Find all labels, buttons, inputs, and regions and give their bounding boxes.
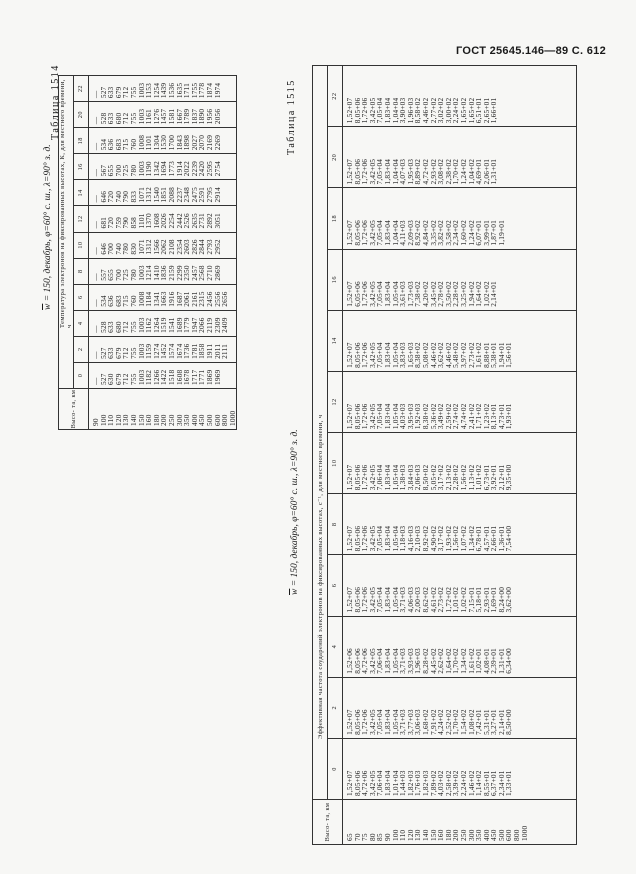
table-1514-data-column: — 534 636 683 715 760 1008 1184 1341 1663 1916 1687 2061 2161 2315 2456 2556 2656 [89,284,237,310]
table-1515-data-column: 1,52+06 8,05+06 4,72+06 3,42+05 7,06+04 1,83+04 1,05+04 3,71+03 3,93+03 1,96+03 8,28+02 4,45+02 2,62+02 1,64+02 1,70+02 1,34+02 1,61+02 1,02+01 4,08+01 2,39+01 1,31+01 6,34+00 [343,616,577,677]
table-1515-data-column: 1,52+07 8,05+06 1,72+06 3,42+05 7,05+04 1,83+04 1,05+04 4,03+03 3,95+03 1,92+03 8,38+02 5,36+02 3,49+02 2,59+02 2,74+02 4,74+02 2,41+02 1,71+02 1,23+02 8,13+01 4,73+01 1,93+01 [343,371,577,432]
table-1515-hour-header: 4 [328,616,343,677]
table-1514-hour-header: 14 [74,180,89,206]
table-1515-hour-header: 0 [328,738,343,799]
table-1514-label: Таблица 1514 [50,64,61,140]
table-1514-height-header: Высо- та, км [59,389,89,430]
table-1515-hour-header: 22 [328,66,343,127]
table-1514-hour-header: 20 [74,102,89,128]
table-1515-data-column: 1,52+07 8,05+06 1,72+06 3,42+05 7,05+04 1,83+04 1,05+04 3,83+03 1,65+03 8,38+02 5,08+02 4,46+02 3,62+02 4,46+02 5,48+02 3,97+02 2,73+02 1,61+02 8,88+01 5,38+01 1,94+01 1,56+01 [343,310,577,371]
table-1514-data-column: — 646 720 740 790 833 1071 1312 1540 1851 2088 2237 2348 2475 2591 2795 2914 [89,180,237,206]
table-1514-data-column: — 681 720 759 790 858 1101 1370 1608 2026 2254 2442 2526 2635 2731 2892 3051 [89,206,237,232]
table-1514-hour-header: 18 [74,128,89,154]
table-1514-subtitle: $\overline{w} = 150$, декабрь, φ=60° с. ш., λ=90° з. д. [43,144,53,310]
table-1515-hour-header: 10 [328,433,343,494]
table-1515-hour-header: 16 [328,249,343,310]
table-1514-data-column: — 527 633 679 712 755 1003 1159 1274 1452 1574 1674 1736 1781 1858 1911 2011 2111 [89,336,237,362]
table-1515-data-column: 1,52+07 8,05+06 1,72+06 3,42+05 7,05+04 1,83+04 1,05+04 1,18+03 4,16+03 2,10+03 8,92+02 4,90+02 3,17+02 1,93+02 1,56+02 1,07+02 1,34+02 6,78+01 4,57+01 2,66+01 1,36+01 7,54+00 [343,494,577,555]
table-1514-data-column: — 527 633 679 712 755 1003 1153 1254 1439 1536 1635 1711 1755 1778 1874 1974 [89,76,237,102]
table-1514-group-header: Температура электронов на фиксированных высотах, К, для местного времени, ч [59,76,74,389]
table-1514-hour-header: 16 [74,154,89,180]
table-1514-hour-header: 22 [74,76,89,102]
table-1515-data-column: 1,52+07 6,05+06 1,72+06 3,42+05 7,05+04 1,83+04 1,05+04 3,61+03 1,73+03 7,38+02 4,20+02 3,45+02 2,78+02 3,50+02 2,28+02 3,25+02 1,94+02 1,64+02 1,02+02 2,14+01 [343,249,577,310]
table-1515-data-column: 1,52+07 8,05+06 4,72+06 3,42+05 7,06+04 1,83+04 1,01+04 1,44+03 1,82+03 1,76+03 1,82+03 7,89+02 4,03+02 2,58+02 3,39+02 2,24+02 1,46+02 1,14+02 8,55+01 6,37+01 2,34+01 1,33+01 [343,738,577,799]
table-1514-data-column: — 528 633 680 712 755 1003 1161 1276 1457 1581 1667 1789 1837 1890 1956 2056 [89,102,237,128]
table-1515-hour-header: 20 [328,127,343,188]
table-1515-data-column: 1,52+07 8,05+06 1,72+06 3,42+05 7,05+04 1,83+04 1,05+04 3,71+03 4,06+03 2,00+03 8,62+02 4,61+02 2,73+02 1,72+02 1,01+02 1,02+02 7,15+01 5,18+01 2,93+01 1,69+01 8,24+00 3,62+00 [343,555,577,616]
table-1514-hour-header: 6 [74,284,89,310]
table-1515-data-column: 1,52+07 8,05+06 1,72+06 3,42+05 7,05+04 1,83+04 1,05+04 3,71+03 3,77+03 3,06+03 1,68+02 7,91+02 4,24+02 2,52+02 1,70+02 1,54+02 1,08+02 7,42+01 5,31+01 3,27+01 2,14+01 8,50+00 [343,677,577,738]
table-1514-hour-header: 12 [74,206,89,232]
table-1515-label: Таблица 1515 [286,79,297,155]
table-1515-hour-header: 8 [328,494,343,555]
table-1514-hour-header: 0 [74,362,89,388]
table-1515-subtitle: $\overline{w} = 150$, декабрь, φ=60° с. ш., λ=90° з. д. [290,429,300,595]
table-1514-data-column: — 567 655 700 725 780 1003 1190 1342 1694 1773 1914 2022 2239 2420 2595 2754 [89,154,237,180]
table-1515-height-header: Высо- та, км [313,800,343,845]
table-1514-heights-column: 90 100 110 120 130 140 150 160 180 200 250 300 350 400 450 500 600 800 1000 [89,389,237,430]
table-1515-hour-header: 12 [328,371,343,432]
table-1515-hour-header: 14 [328,310,343,371]
table-1514-hour-header: 8 [74,258,89,284]
table-1515-data-column: 1,52+07 8,05+06 1,72+06 3,42+05 7,05+04 1,83+04 1,04+04 3,90+03 1,96+03 8,58+02 4,46+02 2,77+02 3,02+02 3,00+02 2,24+02 1,65+02 1,65+02 6,51+01 2,65+01 1,66+01 [343,66,577,127]
table-1514-data-column: — 528 633 680 712 755 1003 1162 1264 1519 1541 1689 1779 1947 2066 2119 2309 2409 [89,310,237,336]
table-1515-data-column: 1,52+07 8,05+06 1,72+06 3,42+05 7,05+04 1,83+04 1,04+04 4,11+03 2,09+03 8,92+02 4,84+02 3,35+02 3,82+02 3,58+02 2,34+02 1,60+02 1,24+02 6,07+01 3,99+01 1,87+01 1,19+01 [343,188,577,249]
page-header: ГОСТ 25645.146—89 С. 612 [456,45,606,57]
table-1515-hour-header: 6 [328,555,343,616]
table-1515-heights-column: 65 70 75 80 85 90 100 110 120 130 140 150 160 180 200 250 300 350 400 450 500 600 800 1000 [343,800,577,845]
table-1514-hour-header: 4 [74,310,89,336]
table-1515-hour-header: 18 [328,188,343,249]
table-1514-hour-header: 2 [74,336,89,362]
table-1515-data-column: 1,52+07 8,05+06 1,72+06 3,42+05 7,06+04 1,83+04 1,05+04 1,38+03 3,84+03 2,06+03 8,50+02 5,05+02 3,17+02 2,13+02 2,28+02 1,56+02 1,13+02 1,01+02 6,73+01 3,92+01 2,12+01 9,35+00 [343,433,577,494]
table-1514-data-column: — 534 636 683 715 760 1008 1101 1304 1530 1700 1843 1898 2027 2070 2169 2269 [89,128,237,154]
table-1514-data-column: — 557 655 700 725 780 1003 1214 1410 1836 2159 2299 2350 2457 2568 2710 2869 [89,258,237,284]
table-1515-data-column: 1,52+07 8,05+06 1,72+06 3,42+05 7,05+04 1,83+04 1,04+04 4,07+03 1,95+03 8,89+02 4,72+02 2,93+02 3,08+02 2,38+02 1,70+02 1,24+02 1,04+02 4,69+01 2,06+01 1,31+01 [343,127,577,188]
table-1514-data-column: — 527 630 679 712 755 1003 1182 1266 1422 1518 1608 1678 1717 1771 1869 1969 [89,362,237,388]
table-1514-data-column: — 646 700 740 780 830 1071 1312 1566 2062 2108 2354 2603 2826 2844 2793 2952 [89,232,237,258]
table-1514 [58,75,237,430]
table-1515-hour-header: 2 [328,677,343,738]
table-1515-group-header: Эффективная частота соударений электронов на фиксированных высотах, с⁻¹, для местного времени, ч [313,66,328,800]
table-1515 [312,65,577,845]
table-1514-hour-header: 10 [74,232,89,258]
